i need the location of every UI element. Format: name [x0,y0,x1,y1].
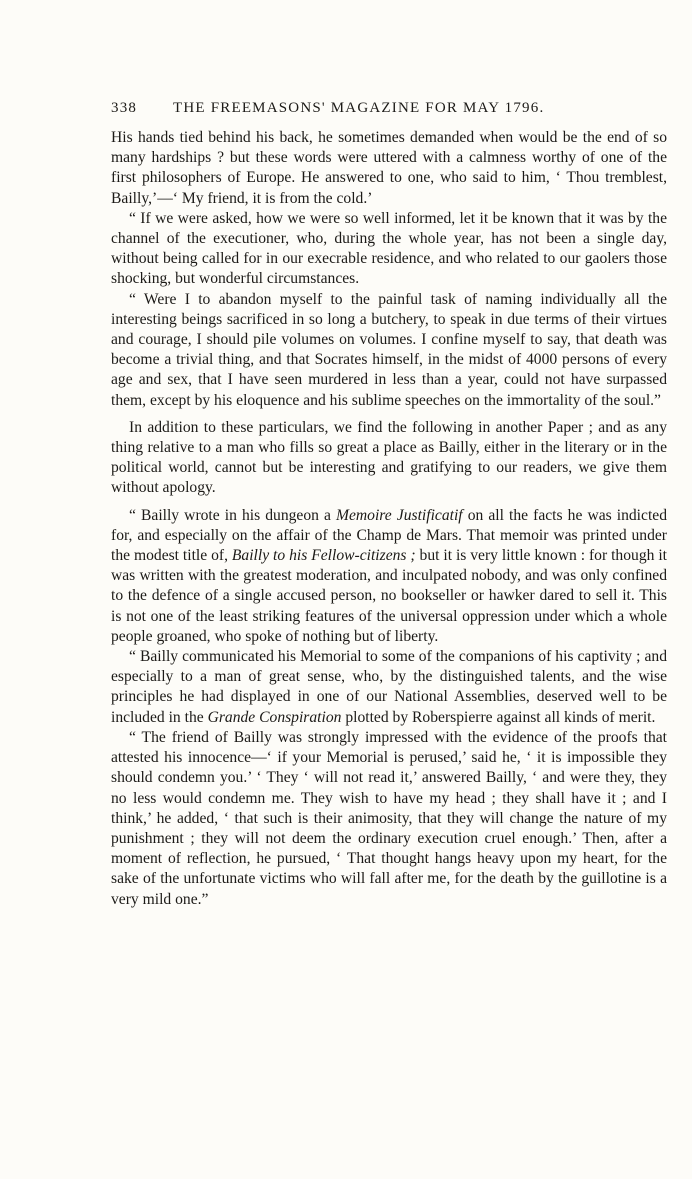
text-run: plotted by Roberspierre against all kinds of merit. [341,708,656,726]
italic-title: Memoire Justificatif [336,506,463,524]
paragraph [111,506,667,647]
text-run: In addition to these particulars, we find the following in another Paper ; and as any thing relative to a man who fills so great a place as Bailly, either in the literary or in the political world, cannot but be interesting and gratifying to our readers, we give them without apology. [111,418,667,497]
document-page [111,96,667,910]
text-run: on all the facts he was indicted for, and especially on the affair of the Champ de Mars. That memoir was printed under the modest title of, [111,506,667,565]
paragraph [111,728,667,910]
italic-title: Grande Conspiration [207,708,342,726]
text-run: “ The friend of Bailly was strongly impressed with the evidence of the proofs that attested his innocence—‘ if your Memorial is perused,’ said he, ‘ it is impossible they should condemn you.’ ‘ They ‘ will not read it,’ answered Bailly, ‘ and were they, they no less would condemn me. They wish to have my head ; they shall have it ; and I think,’ he added, ‘ that such is their animosity, that they will change the nature of my punishment ; they will not deem the ordinary execution cruel enough.’ Then, after a moment of reflection, he pursued, ‘ That thought hangs heavy upon my heart, for the sake of the unfortunate victims who will fall after me, for the death by the guillotine is a very mild one.” [111,728,667,908]
paragraph [111,209,667,290]
article-body [111,128,667,910]
text-run: “ Bailly communicated his Memorial to some of the companions of his captivity ; and especially to a man of great sense, who, by the distinguished talents, and the wise principles he had displayed in one of our National Assemblies, deserved well to be included in the [111,648,667,726]
paragraph [111,290,667,411]
text-run: “ Were I to abandon myself to the painful task of naming individually all the interesting beings sacrificed in so long a butchery, to speak in due terms of their virtues and courage, I should pile volumes on volumes. I confine myself to say, that death was become a trivial thing, and that Socrates himself, in the midst of 4000 persons of every age and sex, that I have seen murdered in less than a year, could not have surpassed them, except by his eloquence and his sublime speeches on the immortality of the soul.” [111,290,667,409]
paragraph [111,418,667,499]
running-header [111,96,667,122]
magazine-title: THE FREEMASONS' MAGAZINE FOR MAY 1796. [173,100,545,116]
text-run: “ If we were asked, how we were so well informed, let it be known that it was by the channel of the executioner, who, during the whole year, has not been a single day, without being called for in our execrable residence, and who related to our gaolers those shocking, but wonderful circumstances. [111,209,667,288]
paragraph [111,647,667,728]
text-run: His hands tied behind his back, he sometimes demanded when would be the end of so many hardships ? but these words were uttered with a calmness worthy of one of the first philosophers of Europe. He answered to one, who said to him, ‘ Thou tremblest, Bailly,’—‘ My friend, it is from the cold.’ [111,129,667,207]
paragraph [111,128,667,209]
italic-title: Bailly to his Fellow-citizens ; [231,547,416,565]
text-run: but it is very little known : for though it was written with the greatest moderation, and inculpated nobody, and was only confined to the defence of a single accused person, no bookseller or hawker dared to sell it. This is not one of the least striking features of the universal oppression under which a whole people groaned, who spoke of nothing but of liberty. [111,547,667,645]
text-run: “ Bailly wrote in his dungeon a [129,506,336,524]
page-number: 338 [111,100,138,116]
